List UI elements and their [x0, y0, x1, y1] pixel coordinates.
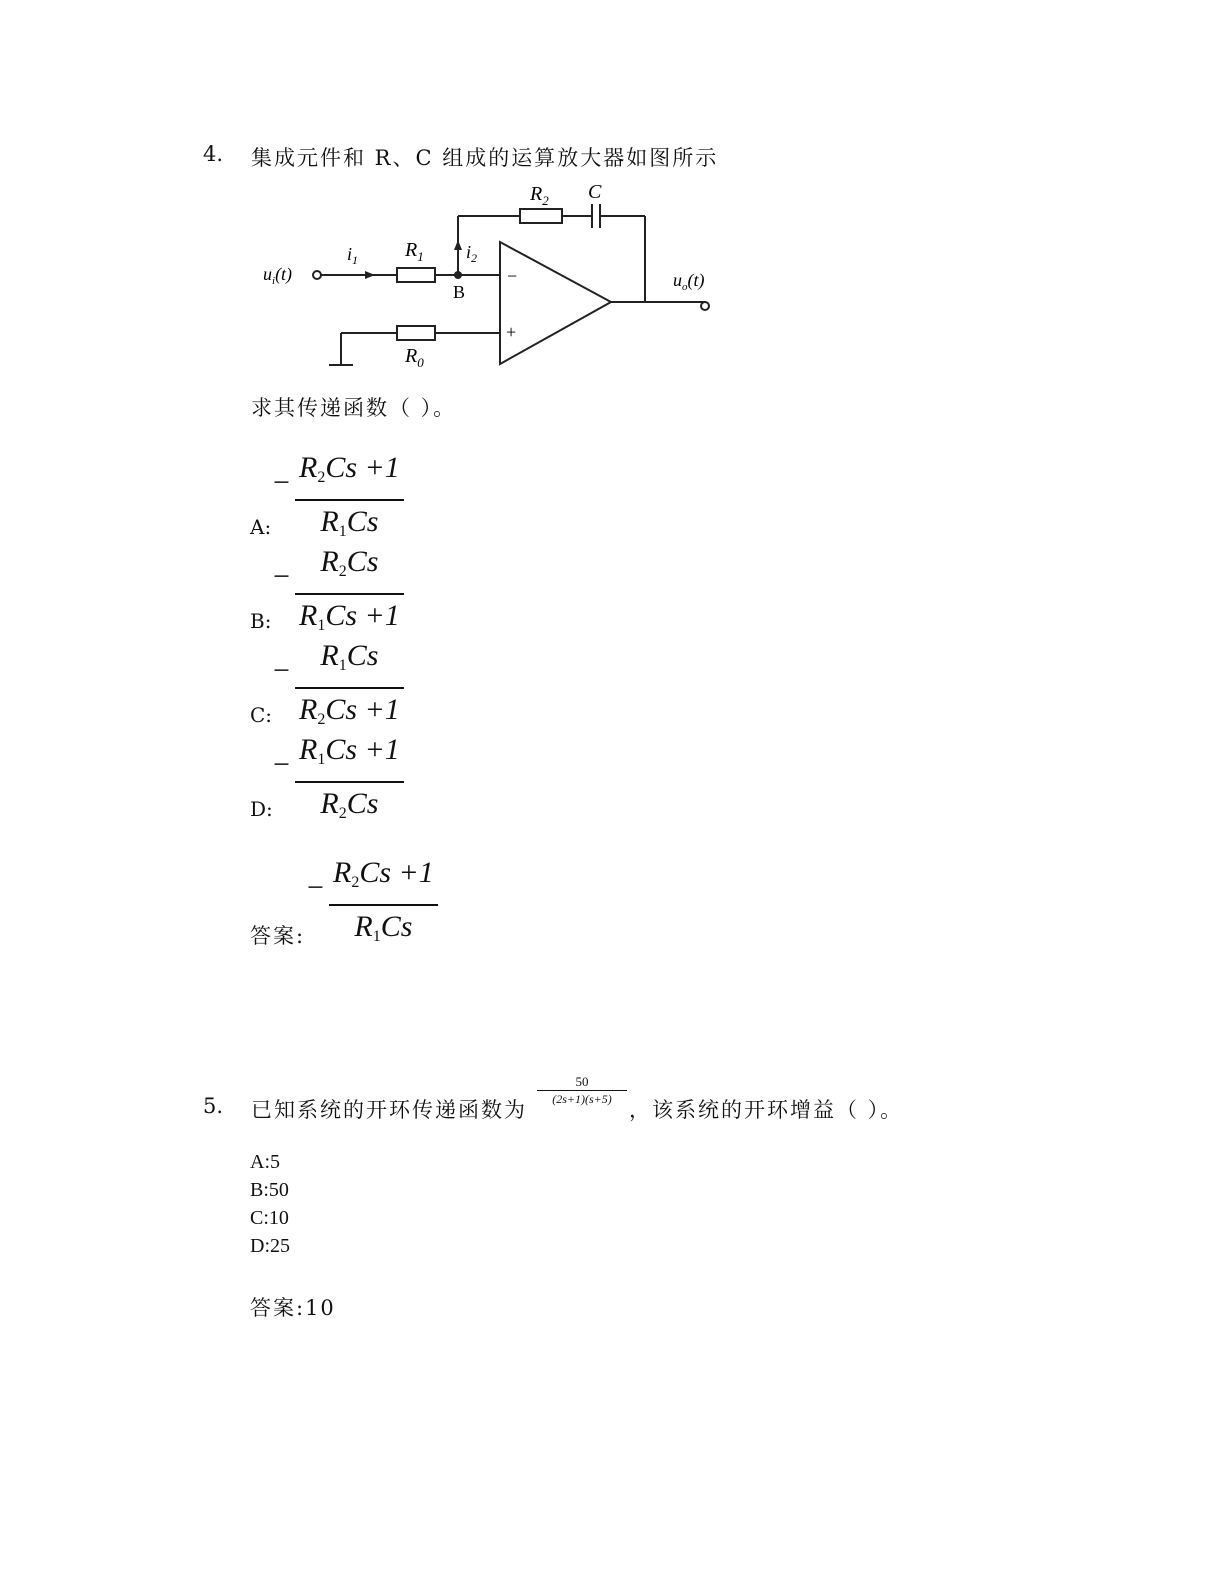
q4-option-b-formula: $R_2Cs$ $R_1Cs +1$ — [295, 543, 404, 645]
output-terminal — [701, 302, 709, 310]
op-amp-circuit-diagram — [255, 178, 730, 373]
non-inverting-input-sign: + — [506, 322, 517, 342]
i2-label: $i_2$ — [466, 242, 478, 265]
q4-question-text: 集成元件和 R、C 组成的运算放大器如图所示 — [251, 146, 719, 170]
q4-answer-label: 答案: — [250, 924, 306, 948]
r2-label: $R_2$ — [530, 183, 549, 208]
r1-resistor — [397, 268, 435, 282]
i1-arrow — [365, 271, 375, 279]
input-terminal — [313, 271, 321, 279]
q4-option-d-label[interactable]: D: — [250, 797, 273, 821]
q5-question-post: ，该系统的开环增益（ ）。 — [629, 1098, 904, 1122]
q4-option-c-formula: $R_1Cs$ $R_2Cs +1$ — [295, 637, 404, 739]
r1-label: $R_1$ — [405, 239, 424, 264]
q5-answer: 答案:10 — [250, 1296, 336, 1320]
uo-label: $u_o(t)$ — [673, 270, 705, 293]
q4-option-c-sign: − — [273, 654, 290, 687]
q4-answer-sign: − — [307, 871, 324, 904]
q4-option-a-formula: $R_2Cs +1$ $R_1Cs$ — [295, 449, 404, 551]
q5-transfer-function: 50 (2s+1)(s+5) — [537, 1074, 627, 1107]
c-label: C — [588, 181, 602, 203]
q5-option-c[interactable]: C:10 — [250, 1207, 289, 1229]
node-b-label: B — [453, 282, 466, 302]
q5-option-b[interactable]: B:50 — [250, 1179, 289, 1201]
q4-option-a-label[interactable]: A: — [250, 515, 272, 539]
r0-resistor — [397, 326, 435, 340]
q4-prompt: 求其传递函数（ ）。 — [251, 396, 457, 420]
q4-option-d-formula: $R_1Cs +1$ $R_2Cs$ — [295, 731, 404, 833]
q5-question-pre: 已知系统的开环传递函数为 — [251, 1098, 527, 1122]
inverting-input-sign: − — [507, 266, 518, 286]
q4-option-b-label[interactable]: B: — [250, 609, 272, 633]
q5-option-d[interactable]: D:25 — [250, 1235, 290, 1257]
q4-option-b-sign: − — [273, 560, 290, 593]
ui-label: $u_i(t)$ — [263, 264, 293, 287]
q4-option-d-sign: − — [273, 748, 290, 781]
q4-number: 4. — [203, 142, 224, 166]
r0-label: $R_0$ — [405, 345, 424, 370]
node-b-junction — [454, 271, 462, 279]
i2-arrow — [454, 240, 462, 250]
q5-option-a[interactable]: A:5 — [250, 1151, 280, 1173]
i1-label: $i_1$ — [347, 244, 359, 267]
q4-option-c-label[interactable]: C: — [250, 703, 273, 727]
q4-answer-formula: $R_2Cs +1$ $R_1Cs$ — [329, 854, 438, 956]
q4-option-a-sign: − — [273, 466, 290, 499]
op-amp-triangle — [500, 242, 611, 364]
q5-number: 5. — [203, 1094, 224, 1118]
r2-resistor — [520, 209, 562, 223]
